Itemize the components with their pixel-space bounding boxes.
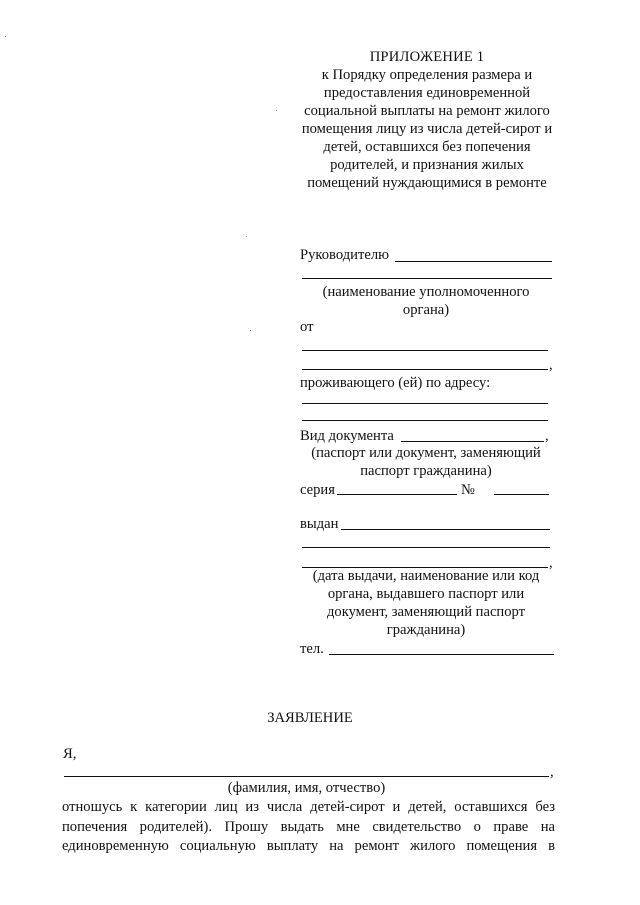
from-field-2[interactable]	[302, 369, 548, 370]
to-label: Руководителю	[300, 247, 390, 263]
appendix-line: к Порядку определения размера и	[321, 67, 533, 83]
scan-speck	[5, 36, 6, 37]
appendix-title: ПРИЛОЖЕНИЕ 1	[369, 49, 485, 65]
body-line: попечения родителей). Прошу выдать мне свидетельство о праве на	[62, 819, 555, 835]
number-field[interactable]	[494, 494, 549, 495]
doc-hint-line: (паспорт или документ, заменяющий	[311, 445, 541, 461]
issued-comma: ,	[549, 555, 553, 571]
issued-hint	[298, 567, 554, 639]
statement-title: ЗАЯВЛЕНИЕ	[267, 710, 353, 726]
doc-field[interactable]	[401, 441, 544, 442]
series-label: серия	[300, 482, 335, 498]
body-line: единовременную социальную выплату на ремонт жилого помещения в	[62, 838, 555, 854]
doc-hint-line: паспорт гражданина)	[360, 463, 492, 479]
scan-speck	[246, 236, 247, 237]
to-hint-line: (наименование уполномоченного	[322, 284, 530, 300]
fullname-hint: (фамилия, имя, отчество)	[227, 780, 386, 796]
issued-hint-line: гражданина)	[386, 622, 466, 638]
fullname-field[interactable]	[64, 776, 549, 777]
from-comma: ,	[549, 357, 553, 373]
scan-speck	[276, 110, 277, 111]
phone-field[interactable]	[329, 654, 554, 655]
from-field[interactable]	[302, 350, 548, 351]
appendix-line: социальной выплаты на ремонт жилого	[304, 103, 550, 119]
appendix-line: детей, оставшихся без попечения	[323, 139, 531, 155]
to-hint	[298, 283, 554, 319]
address-label: проживающего (ей) по адресу:	[300, 375, 491, 391]
to-field-2[interactable]	[302, 278, 552, 279]
issued-hint-line: органа, выдавшего паспорт или	[327, 586, 525, 602]
issued-hint-line: документ, заменяющий паспорт	[326, 604, 526, 620]
doc-label: Вид документа	[300, 428, 394, 444]
number-label: №	[461, 482, 475, 498]
appendix-line: предоставления единовременной	[323, 85, 531, 101]
body-line: отношусь к категории лиц из числа детей-сирот и детей, оставшихся без	[62, 799, 555, 815]
series-field[interactable]	[337, 494, 457, 495]
appendix-line: помещений нуждающимися в ремонте	[307, 175, 547, 191]
phone-label: тел.	[300, 641, 324, 657]
i-label: Я,	[63, 746, 77, 762]
appendix-header	[298, 48, 556, 192]
address-field[interactable]	[302, 403, 548, 404]
fullname-comma: ,	[550, 764, 554, 780]
appendix-line: родителей, и признания жилых	[330, 157, 524, 173]
issued-hint-line: (дата выдачи, наименование или код	[312, 568, 540, 584]
to-field[interactable]	[395, 261, 552, 262]
scan-speck	[250, 330, 251, 331]
issued-field[interactable]	[341, 529, 550, 530]
to-hint-line: органа)	[402, 302, 450, 318]
issued-label: выдан	[300, 516, 339, 532]
address-field-2[interactable]	[302, 420, 548, 421]
appendix-line: помещения лицу из числа детей-сирот и	[301, 121, 553, 137]
issued-field-2[interactable]	[302, 547, 550, 548]
from-label: от	[300, 319, 314, 335]
doc-hint	[298, 444, 554, 480]
doc-comma: ,	[545, 428, 549, 444]
